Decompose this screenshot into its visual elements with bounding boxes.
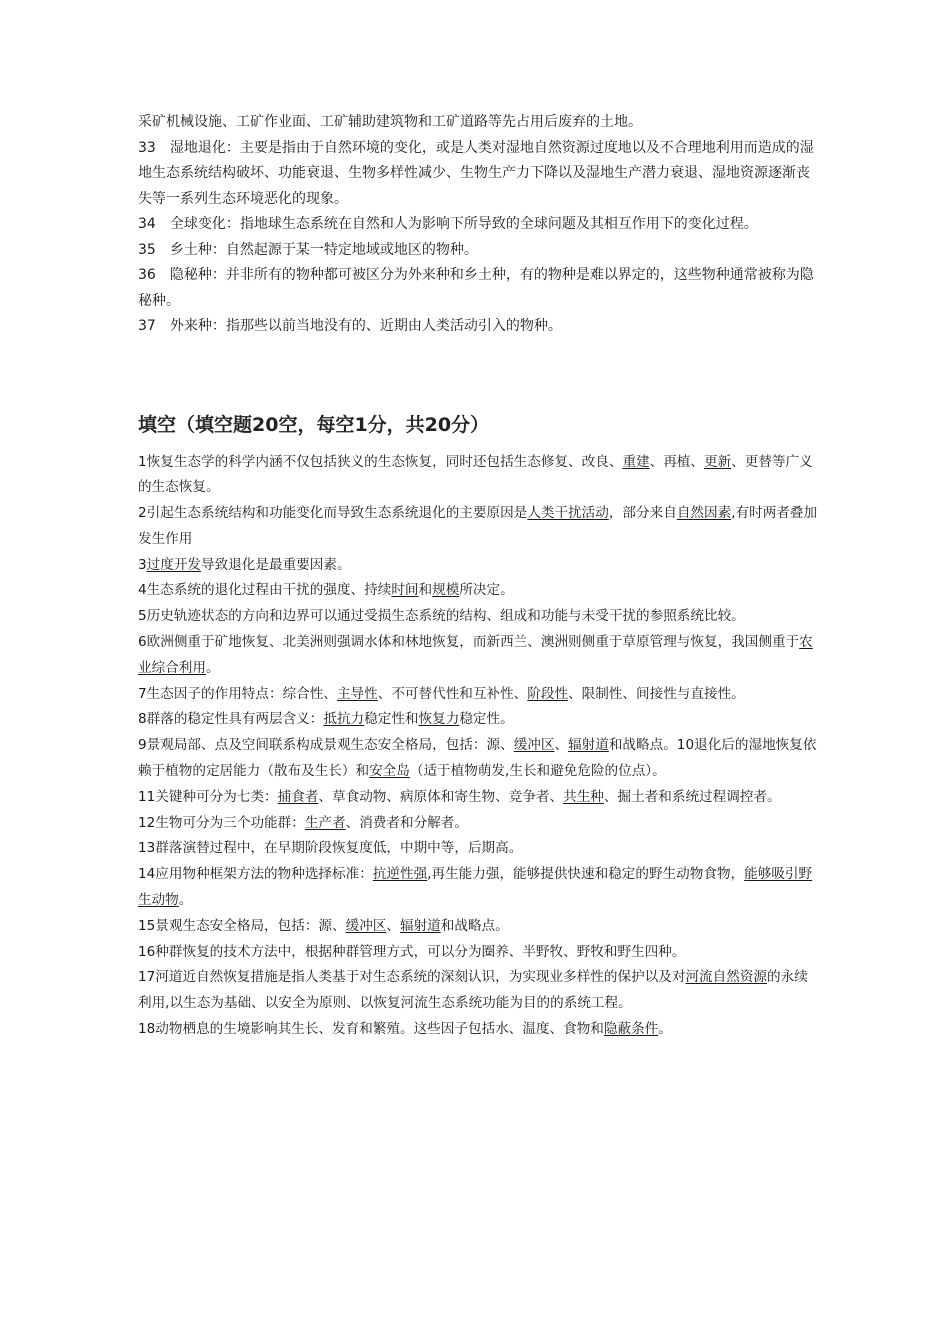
fill-blank-item xyxy=(138,914,820,940)
question-text: 11关键种可分为七类： xyxy=(138,788,278,805)
blank-answer: 隐蔽条件 xyxy=(603,1021,659,1038)
question-text: 、不可替代性和互补性、 xyxy=(377,685,528,702)
fill-blank-item xyxy=(138,630,820,682)
question-text: 5历史轨迹状态的方向和边界可以通过受损生态系统的结构、组成和功能与未受干扰的参照系统比较。 xyxy=(138,608,745,625)
question-text: 的永续利用,以生态为基础、以安全为原则、以恢复河流生态系统功能为目的的系统工程。 xyxy=(138,969,808,1012)
fill-blank-item xyxy=(138,553,820,579)
section-gap xyxy=(138,340,820,398)
question-text: 和 xyxy=(418,582,433,599)
fill-blank-item xyxy=(138,682,820,708)
blank-answer: 人类干扰活动 xyxy=(527,505,609,522)
question-text: 、 xyxy=(554,737,569,754)
question-text: 、限制性、间接性与直接性。 xyxy=(568,685,745,702)
blank-answer: 辐射道 xyxy=(568,737,609,754)
question-text: 1恢复生态学的科学内涵不仅包括狭义的生态恢复，同时还包括生态修复、改良、 xyxy=(138,453,623,470)
fill-blank-item xyxy=(138,811,820,837)
question-text: （适于植物萌发,生长和避免危险的位点）。 xyxy=(409,763,666,780)
blank-answer: 捕食者 xyxy=(277,788,319,805)
blank-answer: 安全岛 xyxy=(369,763,410,780)
fill-blank-item xyxy=(138,604,820,630)
question-text: 2引起生态系统结构和功能变化而导致生态系统退化的主要原因是 xyxy=(138,505,528,522)
question-text: 8群落的稳定性具有两层含义： xyxy=(138,711,324,728)
question-text: 14应用物种框架方法的物种选择标准： xyxy=(138,866,373,883)
blank-answer: 农业综合利用 xyxy=(138,634,813,676)
question-text: ,再生能力强，能够提供快速和稳定的野生动物食物， xyxy=(427,866,745,883)
question-text: 。 xyxy=(205,659,220,676)
question-text: 、掘土者和系统过程调控者。 xyxy=(603,788,781,805)
fill-blank-item xyxy=(138,965,820,1017)
question-text: 9景观局部、点及空间联系构成景观生态安全格局，包括：源、 xyxy=(138,737,514,754)
question-text: 4生态系统的退化过程由干扰的强度、持续 xyxy=(138,582,392,599)
definitions-list xyxy=(138,110,820,340)
blank-answer: 更新 xyxy=(704,453,732,470)
blank-answer: 自然因素 xyxy=(676,505,732,522)
question-text: 导致退化是最重要因素。 xyxy=(201,556,351,573)
fill-blank-item xyxy=(138,707,820,733)
fill-blank-list xyxy=(138,450,820,1043)
definition-paragraph: 35 乡土种：自然起源于某一特定地域或地区的物种。 xyxy=(138,241,478,258)
blank-answer: 缓冲区 xyxy=(345,917,387,934)
blank-answer: 重建 xyxy=(622,453,650,470)
fill-blank-item xyxy=(138,862,820,914)
blank-answer: 共生种 xyxy=(563,788,604,805)
question-text: 、 xyxy=(386,917,400,934)
question-text: 稳定性。 xyxy=(459,711,514,728)
question-text: 、再植、 xyxy=(649,453,704,470)
question-text: 、消费者和分解者。 xyxy=(345,814,468,831)
fill-blank-item xyxy=(138,1017,820,1043)
fill-blank-item xyxy=(138,940,820,966)
question-text: 15景观生态安全格局，包括：源、 xyxy=(138,917,346,934)
fill-blank-item xyxy=(138,450,820,502)
question-text: 3 xyxy=(138,556,147,573)
definition-paragraph: 36 隐秘种：并非所有的物种都可被区分为外来种和乡土种，有的物种是难以界定的，这些物种通常被称为隐秘种。 xyxy=(138,267,814,309)
blank-answer: 河流自然资源 xyxy=(685,969,768,986)
definition-paragraph: 33 湿地退化：主要是指由于自然环境的变化，或是人类对湿地自然资源过度地以及不合理地利用而造成的湿地生态系统结构破坏、功能衰退、生物多样性减少、生物生产力下降以及湿地生产潜力衰退、湿地资源逐渐丧失等一系列生态环境恶化的现象。 xyxy=(138,139,814,207)
question-text: 稳定性和 xyxy=(364,711,419,728)
definition-paragraph: 采矿机械设施、工矿作业面、工矿辅助建筑物和工矿道路等先占用后废弃的土地。 xyxy=(138,114,642,130)
question-text: 、草食动物、病原体和寄生物、竞争者、 xyxy=(318,788,564,805)
blank-answer: 阶段性 xyxy=(527,685,569,702)
question-text: 和战略点。 xyxy=(440,917,509,934)
blank-answer: 规模 xyxy=(432,582,460,599)
blank-answer: 能够吸引野生动物 xyxy=(138,866,813,909)
blank-answer: 抗逆性强 xyxy=(372,866,428,883)
question-text: 6欧洲侧重于矿地恢复、北美洲则强调水体和林地恢复，而新西兰、澳洲则侧重于草原管理与恢复，我国侧重于 xyxy=(138,634,800,651)
question-text: 12生物可分为三个功能群： xyxy=(138,814,305,831)
question-text: 13群落演替过程中，在早期阶段恢复度低，中期中等，后期高。 xyxy=(138,840,523,857)
fill-blank-item xyxy=(138,785,820,811)
blank-answer: 主导性 xyxy=(336,685,378,702)
question-text: 7生态因子的作用特点：综合性、 xyxy=(138,685,337,702)
blank-answer: 过度开发 xyxy=(146,556,202,573)
document-page xyxy=(138,110,820,1043)
section-heading: 填空（填空题20空，每空1分，共20分） xyxy=(138,413,490,436)
fill-blank-item xyxy=(138,501,820,553)
question-text: 所决定。 xyxy=(459,582,514,599)
question-text: 和战略点。10退化后的湿地恢复依赖于植物的定居能力（散布及生长）和 xyxy=(138,737,817,780)
question-text: 、更替等广义的生态恢复。 xyxy=(138,453,813,496)
blank-answer: 恢复力 xyxy=(418,711,460,728)
fill-blank-item xyxy=(138,733,820,785)
blank-answer: 抵抗力 xyxy=(323,711,365,728)
blank-answer: 缓冲区 xyxy=(513,737,555,754)
blank-answer: 辐射道 xyxy=(399,917,441,934)
question-text: ,有时两者叠加发生作用 xyxy=(138,505,818,547)
question-text: 16种群恢复的技术方法中，根据种群管理方式，可以分为圈养、半野牧、野牧和野生四种。 xyxy=(138,943,686,960)
question-text: 。 xyxy=(658,1021,672,1038)
fill-blank-item xyxy=(138,578,820,604)
fill-blank-item xyxy=(138,836,820,862)
blank-answer: 时间 xyxy=(391,582,419,599)
question-text: 。 xyxy=(178,892,193,909)
question-text: 17河道近自然恢复措施是指人类基于对生态系统的深刻认识，为实现业多样性的保护以及对 xyxy=(138,969,686,986)
definition-paragraph: 37 外来种：指那些以前当地没有的、近期由人类活动引入的物种。 xyxy=(138,318,562,334)
question-text: ，部分来自 xyxy=(608,505,677,522)
question-text: 18动物栖息的生境影响其生长、发育和繁殖。这些因子包括水、温度、食物和 xyxy=(138,1021,604,1038)
definition-paragraph: 34 全球变化：指地球生态系统在自然和人为影响下所导致的全球问题及其相互作用下的变化过程。 xyxy=(138,216,758,232)
blank-answer: 生产者 xyxy=(304,814,346,831)
